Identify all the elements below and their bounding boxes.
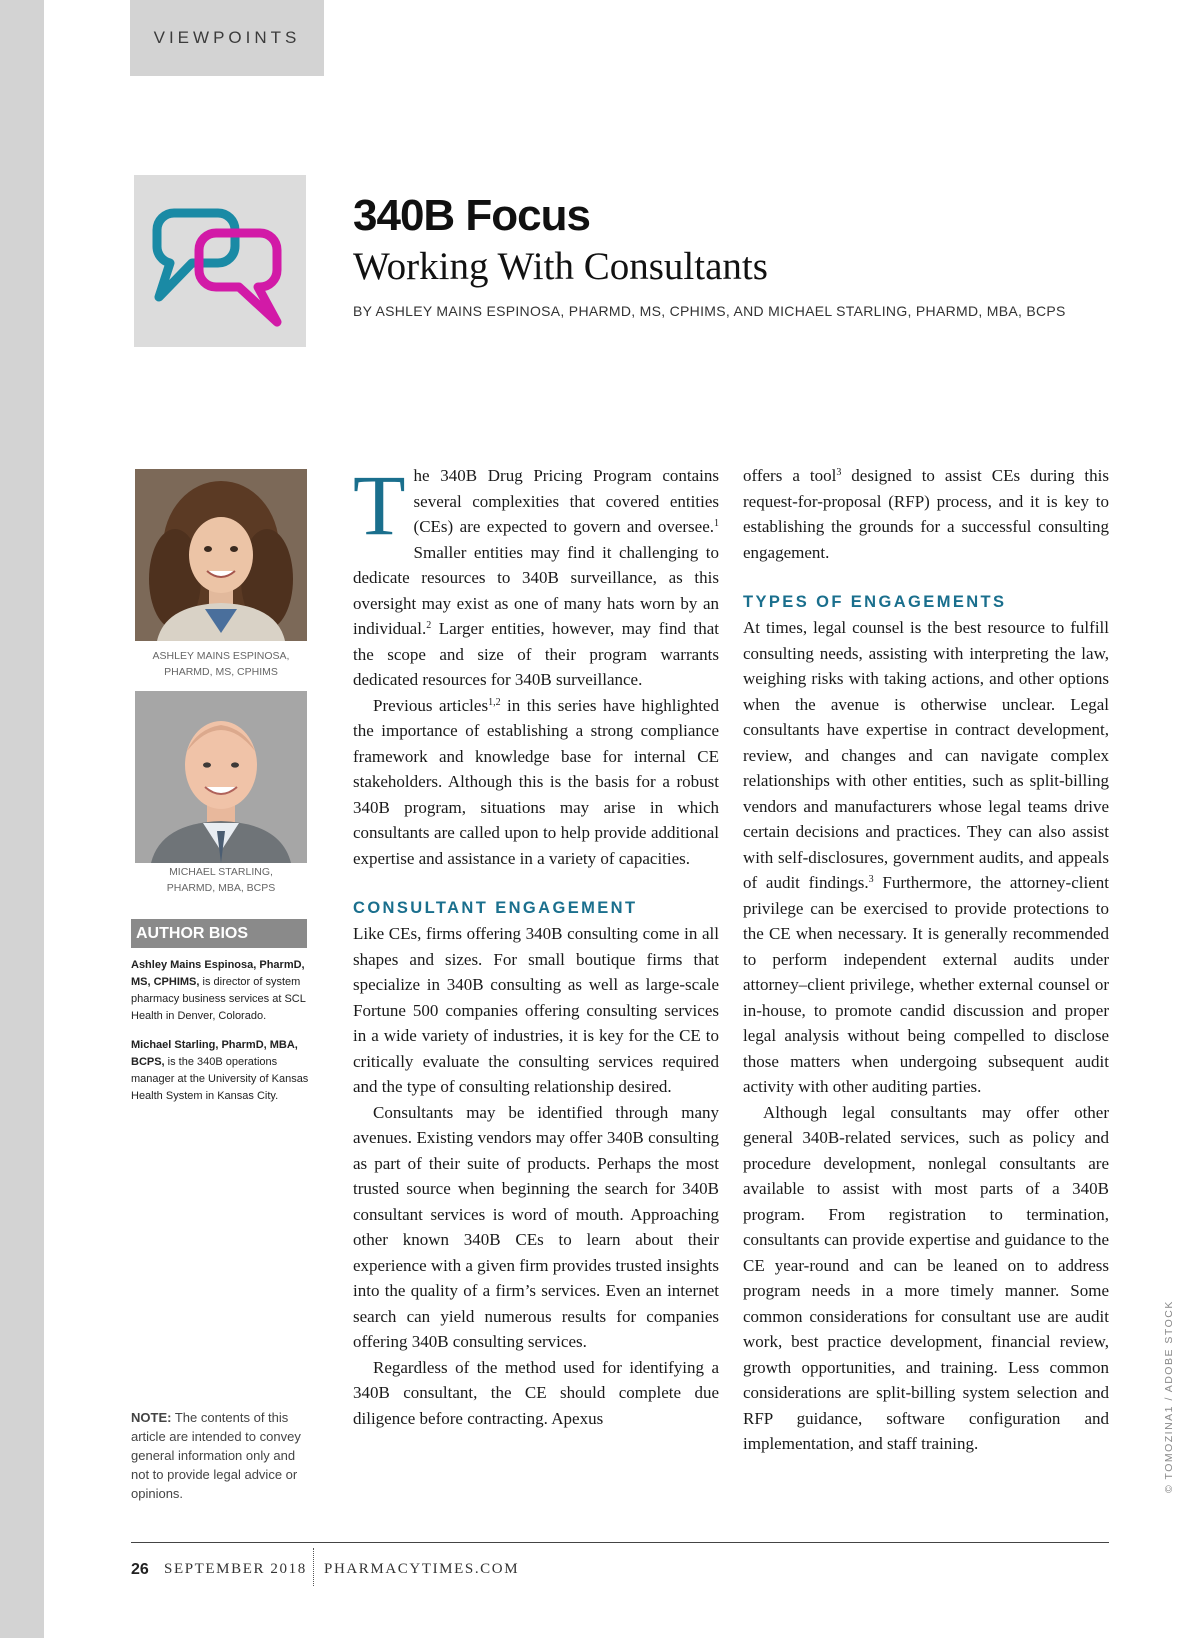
paragraph: At times, legal counsel is the best resource to fulfill consulting needs, assisting with interpreting the law, weighing risks with taking actions, and other options when the avenue is otherwise unclear. Legal consultants have expertise in contract development, review, and changes and can navigate complex relationships with other entities, such as split-billing vendors and manufacturers whose legal teams drive certain decisions and practices. They can also assist with self-disclosures, government audits, and appeals of audit findings.$^3$ Furthermore, the attorney-client privilege can be exercised to provide protections to the CE when necessary. It is generally recommended to perform independent external audits under attorney–client privilege, whether external counsel or in-house, to promote candid discussion and proper legal analysis without being compelled to disclose those matters when undergoing subsequent audit activity with other auditing parties.	[743, 618, 1109, 1096]
paragraph: Like CEs, firms offering 340B consulting come in all shapes and sizes. For small boutique firms that specialize in 340B consulting as well as large-scale Fortune 500 companies offering consulting services in a wide variety of industries, it is key for the CE to critically evaluate the consulting services required and the type of consulting relationship desired.	[353, 924, 719, 1096]
paragraph: Regardless of the method used for identifying a 340B consultant, the CE should complete due diligence before contracting. Apexus	[353, 1357, 719, 1428]
article-title: 340B Focus	[353, 191, 590, 240]
paragraph: The 340B Drug Pricing Program contains several complexities that covered entities (CEs) are expected to govern and oversee.$^1$ Smaller entities may find it challenging to dedicate resources to 340B surveillance, as this oversight may exist as one of many hats worn by an individual.$^2$ Larger entities, however, may find that the scope and size of their program warrants dedicated resources for 340B surveillance.	[353, 457, 719, 689]
body-column-2	[743, 463, 1109, 1457]
section-heading: TYPES OF ENGAGEMENTS	[743, 593, 1007, 611]
author-bios-heading: AUTHOR BIOS	[131, 919, 307, 948]
author-photo-starling	[135, 691, 307, 863]
footer-divider	[313, 1548, 314, 1586]
website-link[interactable]: PHARMACYTIMES.COM	[324, 1561, 520, 1577]
logo-box	[134, 175, 306, 347]
author-photo-espinosa	[135, 469, 307, 641]
section-tab: VIEWPOINTS	[130, 0, 324, 76]
footer-rule	[131, 1542, 1109, 1543]
byline: BY ASHLEY MAINS ESPINOSA, PHARMD, MS, CPHIMS, AND MICHAEL STARLING, PHARMD, MBA, BCPS	[353, 303, 1066, 319]
page-number: 26	[131, 1561, 149, 1578]
left-margin-band	[0, 0, 44, 1638]
paragraph: Previous articles$^{1,2}$ in this series have highlighted the importance of establishing a strong compliance framework and knowledge base for internal CE stakeholders. Although this is the basis for a robust 340B program, situations may arise in which consultants are called upon to help provide additional expertise and assistance in a variety of capacities.	[353, 695, 719, 868]
author-bio: Ashley Mains Espinosa, PharmD, MS, CPHIMS, is director of system pharmacy business services at SCL Health in Denver, Colorado.	[131, 959, 306, 1022]
paragraph: offers a tool$^3$ designed to assist CEs during this request-for-proposal (RFP) process, and it is key to establishing the grounds for a successful consulting engagement.	[743, 466, 1109, 562]
author-bio: Michael Starling, PharmD, MBA, BCPS, is the 340B operations manager at the University of Kansas Health System in Kansas City.	[131, 1039, 309, 1102]
article-subtitle: Working With Consultants	[353, 245, 768, 288]
drop-cap: T	[353, 457, 406, 553]
speech-bubbles-icon	[134, 175, 306, 347]
author-caption: ASHLEY MAINS ESPINOSA, PHARMD, MS, CPHIMS	[152, 650, 290, 678]
body-column-1	[353, 457, 719, 1431]
disclaimer-note: NOTE: The contents of this article are intended to convey general information only and not to provide legal advice or opinions.	[131, 1410, 301, 1501]
paragraph: Consultants may be identified through many avenues. Existing vendors may offer 340B consulting as part of their suite of products. Perhaps the most trusted source when beginning the search for 340B consultant services is word of mouth. Approaching other known 340B CEs to learn about their experience with a given firm provides trusted insights into the quality of a firm’s services. Even an internet search can yield numerous results for companies offering 340B consulting services.	[353, 1102, 719, 1351]
section-heading: CONSULTANT ENGAGEMENT	[353, 899, 638, 917]
author-caption: MICHAEL STARLING, PHARMD, MBA, BCPS	[166, 866, 276, 894]
paragraph: Although legal consultants may offer other general 340B-related services, such as policy and procedure development, nonlegal consultants are available to assist with most parts of a 340B program. From registration to termination, consultants can provide expertise and guidance to the CE year-round and can be leaned on to address program needs in a more timely manner. Some common considerations for consultant use are audit work, best practice development, financial review, growth opportunities, and training. Less common considerations are split-billing system selection and RFP guidance, software configuration and implementation, and staff training.	[743, 1102, 1109, 1453]
issue-date: SEPTEMBER 2018	[164, 1561, 307, 1577]
image-credit: © TOMOZINA1 / ADOBE STOCK	[1163, 1300, 1175, 1493]
